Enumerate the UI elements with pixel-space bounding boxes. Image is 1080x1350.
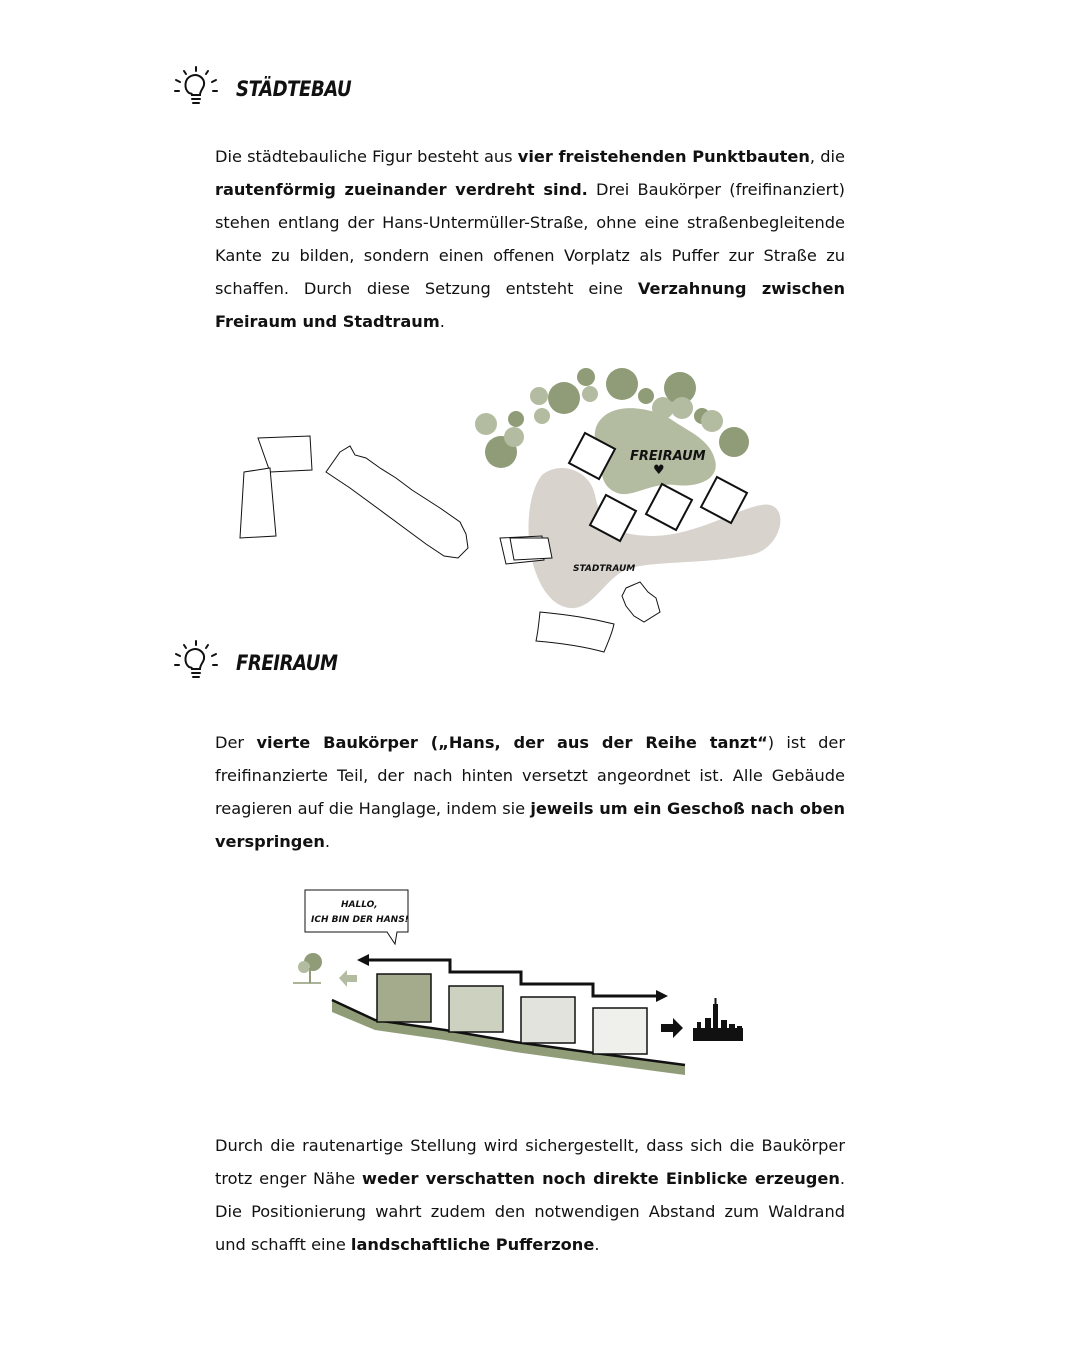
speech-bubble — [305, 890, 409, 944]
section-title: FREIRAUM — [236, 651, 338, 675]
bold-run: landschaftliche Pufferzone — [350, 1235, 595, 1254]
lightbulb-icon — [172, 640, 220, 686]
paragraph-staedtebau — [215, 140, 845, 338]
bold-run: weder verschatten noch direkte Einblicke erzeugen — [361, 1169, 840, 1188]
text-run: Die städtebauliche Figur besteht aus — [215, 147, 518, 166]
tree-icon — [293, 953, 322, 983]
skyline-icon — [693, 998, 743, 1041]
heading-freiraum — [172, 640, 354, 686]
stadtraum-area — [529, 468, 781, 608]
text-run: , die — [809, 147, 845, 166]
speech-line-2: ICH BIN DER HANS! — [311, 915, 409, 925]
bold-run: rautenförmig zueinander verdreht sind. — [215, 180, 588, 199]
arrow-head-right — [656, 990, 668, 1002]
arrow-head-left — [357, 954, 369, 966]
bold-run: vier freistehenden Punktbauten — [517, 147, 810, 166]
arrow-right-icon — [661, 1018, 683, 1038]
lightbulb-icon — [172, 66, 220, 112]
heart-icon: ♥ — [653, 463, 665, 478]
text-run: . — [594, 1235, 600, 1254]
text-run: . — [324, 832, 331, 851]
label-freiraum: FREIRAUM — [630, 449, 706, 464]
paragraph-pufferzone — [215, 1129, 845, 1261]
bold-run: Verzahnung zwischen Freiraum und Stadtraum — [215, 279, 846, 331]
heading-staedtebau — [172, 66, 370, 112]
text-run: . — [439, 312, 445, 331]
speech-line-1: HALLO, — [341, 900, 378, 910]
site-plan — [230, 360, 790, 660]
paragraph-freiraum — [215, 726, 845, 858]
section-diagram — [285, 880, 755, 1085]
label-stadtraum: STADTRAUM — [573, 564, 636, 574]
bold-run: jeweils um ein Geschoß nach oben verspringen — [215, 799, 845, 851]
arrow-left-icon — [339, 970, 357, 987]
text-run: ) ist der freifinanzierte Teil, der nach hinten versetzt angeordnet ist. Alle Gebäude reagieren auf die Hanglage, indem sie — [215, 733, 845, 818]
text-run: . Die Positionierung wahrt zudem den notwendigen Abstand zum Waldrand und schafft eine — [215, 1169, 846, 1254]
text-run: Durch die rautenartige Stellung wird sichergestellt, dass sich die Baukörper trotz enger Nähe — [215, 1136, 845, 1188]
text-run: Drei Baukörper (freifinanziert) stehen entlang der Hans-Untermüller-Straße, ohne eine straßenbegleitende Kante zu bilden, sondern einen offenen Vorplatz als Puffer zur Straße zu schaffen. Durch diese Setzung entsteht eine — [215, 180, 845, 298]
section-title: STÄDTEBAU — [236, 77, 352, 101]
bold-run: vierte Baukörper („Hans, der aus der Reihe tanzt“ — [256, 733, 768, 752]
text-run: Der — [215, 733, 257, 752]
